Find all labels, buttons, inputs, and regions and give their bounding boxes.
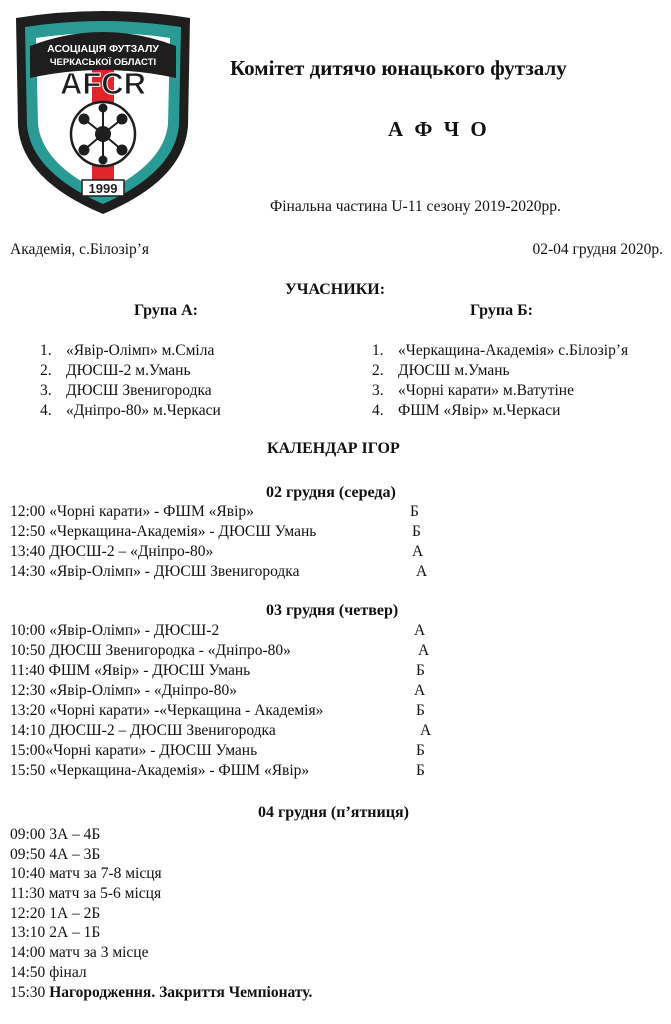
game-row: 11:30 матч за 5-6 місця: [10, 885, 162, 903]
group-label: А: [418, 642, 430, 659]
list-item: 1. «Черкащина-Академія» с.Білозір’я: [372, 342, 629, 359]
logo-abbr: AFCR: [59, 66, 147, 101]
list-item: 3. ДЮСШ Звенигородка: [40, 382, 212, 399]
logo-sub-text: ЧЕРКАСЬКОЇ ОБЛАСТІ: [49, 57, 157, 68]
team-name: «Дніпро-80» м.Черкаси: [66, 402, 221, 419]
day-heading: 02 грудня (середа): [266, 484, 396, 501]
team-name: «Чорні карати» м.Ватутіне: [398, 382, 574, 399]
game-row: 12:20 1А – 2Б: [10, 904, 101, 922]
group-label: А: [414, 682, 426, 699]
group-label: А: [416, 563, 428, 580]
game-row: 12:00 «Чорні карати» - ФШМ «Явір» Б: [10, 503, 419, 520]
day-heading: 03 грудня (четвер): [266, 602, 399, 619]
game-row: 15:30 Нагородження. Закриття Чемпіонату.: [10, 983, 313, 1001]
list-item: 4. ФШМ «Явір» м.Черкаси: [372, 402, 561, 419]
team-name: ДЮСШ-2 м.Умань: [66, 362, 191, 379]
participants-heading: УЧАСНИКИ:: [285, 281, 386, 298]
ceremony-text: Нагородження. Закриття Чемпіонату.: [49, 983, 313, 1001]
list-item: 1. «Явір-Олімп» м.Сміла: [40, 342, 215, 359]
venue: Академія, с.Білозір’я: [10, 241, 150, 258]
group-label: Б: [410, 503, 419, 520]
group-b-list: [372, 341, 628, 421]
game-row: 09:50 4А – 3Б: [10, 845, 101, 863]
day-3-games: [10, 825, 312, 1002]
list-item: 4. «Дніпро-80» м.Черкаси: [40, 402, 221, 419]
team-name: «Явір-Олімп» м.Сміла: [66, 342, 215, 359]
calendar-heading: КАЛЕНДАР ІГОР: [267, 440, 400, 457]
group-label: Б: [412, 523, 421, 540]
team-name: ДЮСШ Звенигородка: [66, 382, 212, 399]
game-row: 14:00 матч за 3 місце: [10, 944, 149, 962]
group-label: Б: [416, 742, 425, 759]
group-label: Б: [416, 762, 425, 779]
group-label: А: [414, 622, 426, 639]
list-item: 3. «Чорні карати» м.Ватутіне: [372, 382, 574, 399]
day-2-games: [10, 621, 430, 781]
afcr-logo: [10, 8, 196, 218]
game-row: 10:00 «Явір-Олімп» - ДЮСШ-2 А: [10, 622, 426, 639]
game-row: 14:10 ДЮСШ-2 – ДЮСШ Звенигородка А: [10, 722, 432, 739]
org-title: А Ф Ч О: [388, 117, 490, 141]
logo-year: 1999: [88, 181, 118, 196]
game-row: 15:50 «Черкащина-Академія» - ФШМ «Явір» Б: [10, 762, 425, 779]
group-label: Б: [416, 702, 425, 719]
game-row: 10:40 матч за 7-8 місця: [10, 865, 162, 883]
game-row: 13:40 ДЮСШ-2 – «Дніпро-80» А: [10, 543, 424, 560]
group-label: А: [420, 722, 432, 739]
logo-top-text: АСОЦІАЦІЯ ФУТЗАЛУ: [47, 43, 159, 55]
game-row: 12:30 «Явір-Олімп» - «Дніпро-80» А: [10, 682, 426, 699]
group-a-title: Група А:: [134, 302, 198, 319]
game-row: 14:50 фінал: [10, 963, 87, 981]
game-row: 13:20 «Чорні карати» -«Черкащина - Академія» Б: [10, 702, 425, 719]
team-name: ФШМ «Явір» м.Черкаси: [398, 402, 561, 419]
game-row: 10:50 ДЮСШ Звенигородка - «Дніпро-80» А: [10, 642, 430, 659]
day-heading: 04 грудня (п’ятниця): [258, 804, 409, 821]
game-row: 15:00«Чорні карати» - ДЮСШ Умань Б: [10, 742, 425, 759]
game-row: 09:00 3А – 4Б: [10, 826, 101, 843]
event-dates: 02-04 грудня 2020р.: [532, 241, 663, 258]
group-a-list: [40, 341, 221, 421]
day-1-games: [10, 502, 430, 582]
game-row: 13:10 2А – 1Б: [10, 924, 101, 942]
team-name: «Черкащина-Академія» с.Білозір’я: [398, 342, 629, 359]
list-item: 2. ДЮСШ м.Умань: [372, 362, 510, 379]
game-row: 11:40 ФШМ «Явір» - ДЮСШ Умань Б: [10, 662, 425, 679]
game-row: 14:30 «Явір-Олімп» - ДЮСШ Звенигородка А: [10, 563, 428, 580]
group-label: Б: [416, 662, 425, 679]
group-label: А: [412, 543, 424, 560]
game-row: 12:50 «Черкащина-Академія» - ДЮСШ Умань Б: [10, 523, 421, 540]
committee-title: Комітет дитячо юнацького футзалу: [230, 56, 567, 80]
group-b-title: Група Б:: [470, 302, 533, 319]
team-name: ДЮСШ м.Умань: [398, 362, 510, 379]
list-item: 2. ДЮСШ-2 м.Умань: [40, 362, 191, 379]
season-subtitle: Фінальна частина U-11 сезону 2019-2020рр.: [270, 198, 561, 215]
